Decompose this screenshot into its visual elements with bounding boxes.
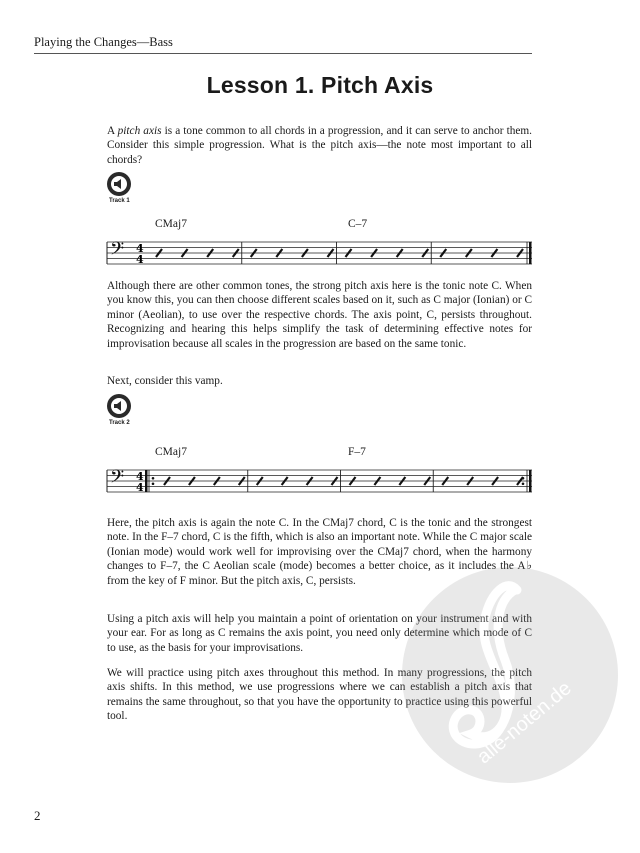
running-header: Playing the Changes—Bass [34, 35, 173, 49]
repeat-dot [522, 482, 525, 485]
track-2-label: Track 2 [109, 420, 130, 426]
track-1-audio[interactable] [107, 172, 143, 204]
bass-clef: 𝄢 [110, 239, 125, 264]
paragraph-intro-rest: is a tone common to all chords in a progression, and it can serve to anchor them. Consider this simple progression. What is the pitch axis—the note most important to all chords? [107, 125, 532, 166]
repeat-dot [152, 477, 155, 480]
time-signature-bottom: 4 [136, 481, 144, 494]
track-2-audio[interactable] [107, 394, 143, 426]
repeat-thick-bar [529, 470, 532, 492]
watermark-text: alle-noten.de [473, 677, 576, 769]
page-number: 2 [34, 808, 41, 823]
chord-symbol: CMaj7 [155, 218, 187, 230]
paragraph-intro: A pitch axis is a tone common to all chords in a progression, and it can serve to anchor them. Consider this simple progression. What is the pitch axis—the note most important to all chords? [107, 125, 532, 166]
final-thick-bar [529, 242, 532, 264]
staff-example-2 [0, 460, 640, 520]
header-rule [34, 53, 532, 54]
watermark-logo [395, 560, 625, 790]
track-1-label: Track 1 [109, 198, 130, 204]
bass-clef: 𝄢 [110, 467, 125, 492]
chord-symbol: F–7 [348, 446, 366, 458]
repeat-dot [522, 477, 525, 480]
chord-symbol: CMaj7 [155, 446, 187, 458]
paragraph-analysis-1: Although there are other common tones, the strong pitch axis here is the tonic note C. When you know this, you can then choose different scales based on it, such as C major (Ionian) or C minor (Aeolian), to use over the respective chords. The axis point, C, persists throughout. Recognizing and hearing this helps simplify the task of determining effective notes for improvisation because all scales in the progression are based on the same tonic. [107, 280, 532, 350]
time-signature-top: 4 [136, 242, 144, 255]
time-signature-bottom: 4 [136, 253, 144, 266]
paragraph-analysis-2: Here, the pitch axis is again the note C. In the CMaj7 chord, C is the tonic and the strongest note. In the F–7 chord, C is the fifth, which is also an important note. While the C major scale (Ionian mode) would work well for improvising over the CMaj7 chord, when the harmony changes to F–7, the C Aeolian scale (mode) becomes a better choice, as it includes the A♭ from the key of F minor. But the pitch axis, C, persists. [107, 517, 532, 587]
pitch-axis-term: pitch axis [117, 125, 162, 137]
paragraph-orientation: Using a pitch axis will help you maintain a point of orientation on your instrument and with your ear. For as long as C remains the axis point, you need only determine which mode of C to use, as the basis for your improvisations. [107, 613, 532, 654]
time-signature-top: 4 [136, 470, 144, 483]
paragraph-practice: We will practice using pitch axes throughout this method. In many progressions, the pitch axis shifts. In this method, we use progressions where we can establish a pitch axis that remains the same throughout, so that you have the opportunity to practice using this powerful tool. [107, 667, 532, 723]
audio-speaker-icon [107, 394, 131, 418]
chord-symbol: C–7 [348, 218, 368, 230]
repeat-dot [152, 482, 155, 485]
paragraph-vamp-intro: Next, consider this vamp. [107, 375, 223, 387]
lesson-title: Lesson 1. Pitch Axis [206, 72, 434, 98]
audio-speaker-icon [107, 172, 131, 196]
repeat-thick-bar [145, 470, 148, 492]
